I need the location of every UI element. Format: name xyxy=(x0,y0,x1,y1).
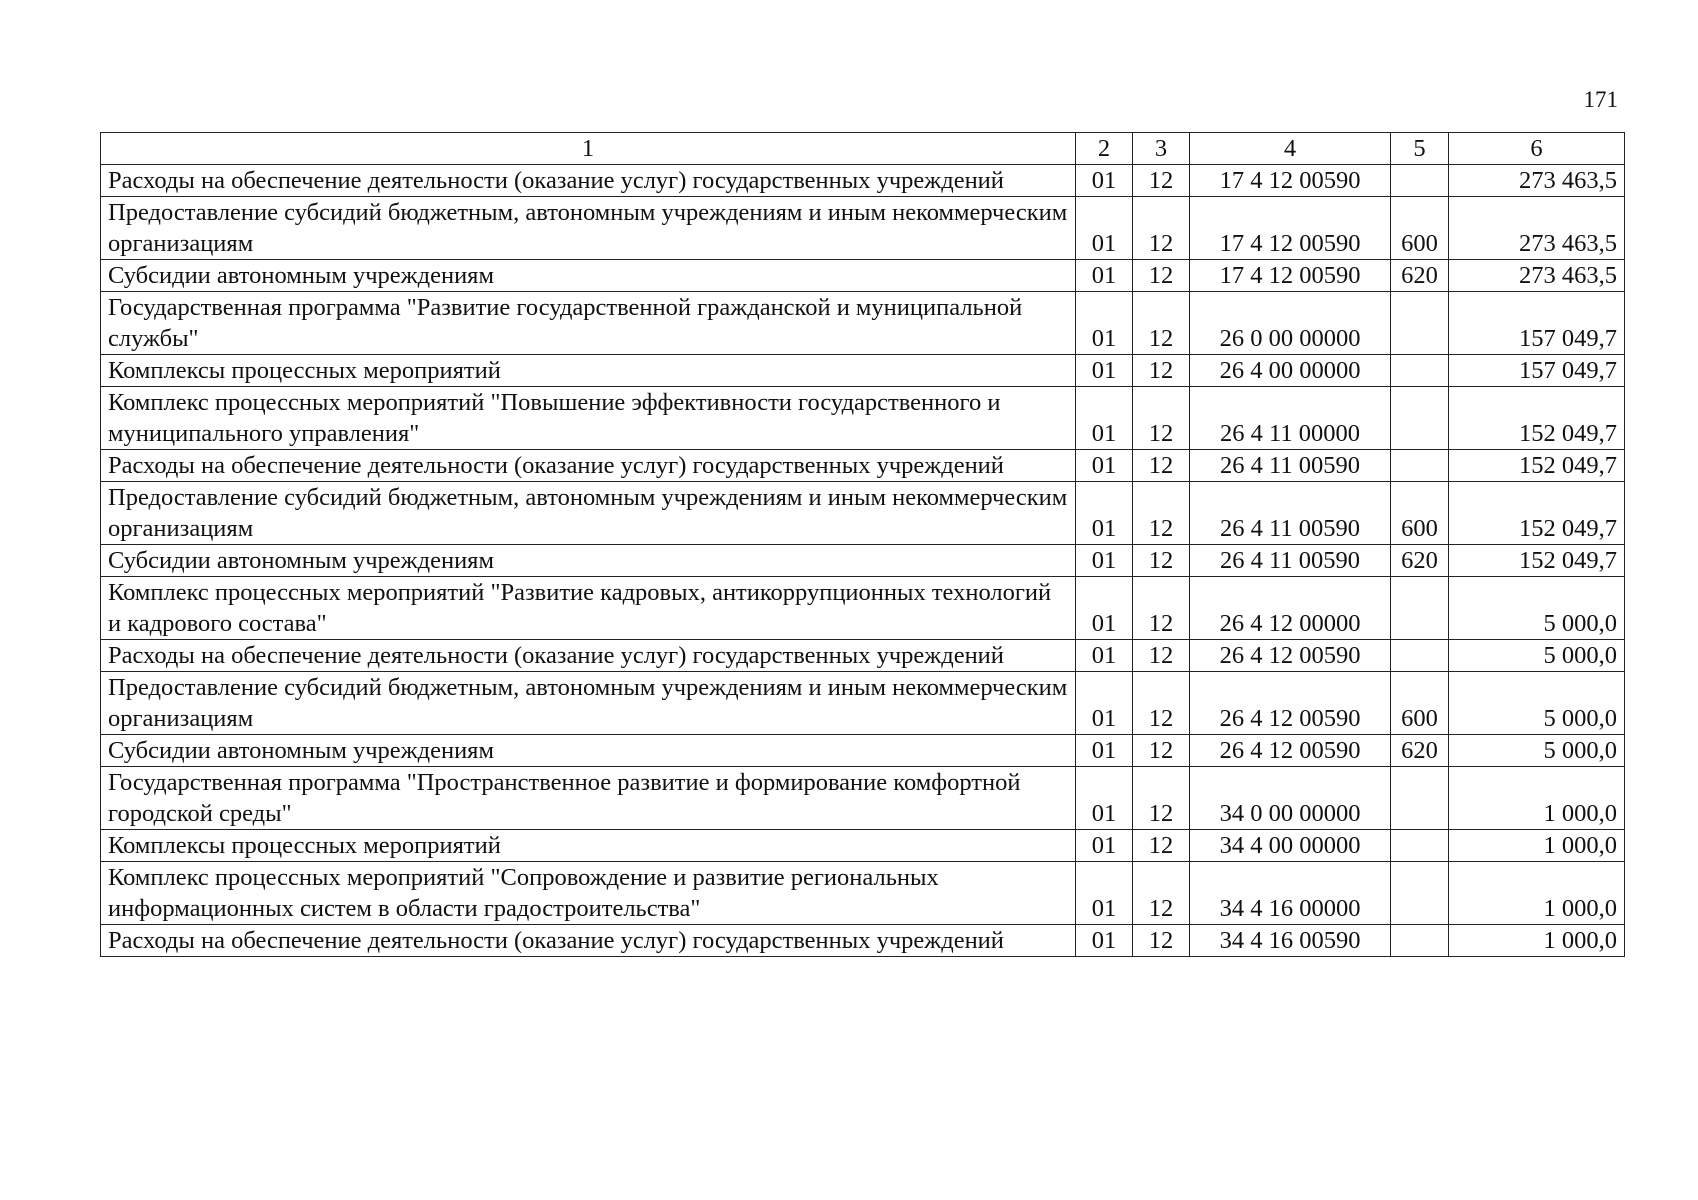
row-section-cell: 01 xyxy=(1076,925,1133,957)
row-section-cell: 01 xyxy=(1076,577,1133,640)
row-subsection-cell: 12 xyxy=(1133,767,1190,830)
row-section-cell: 01 xyxy=(1076,672,1133,735)
row-subsection-cell: 12 xyxy=(1133,735,1190,767)
row-name-cell: Субсидии автономным учреждениям xyxy=(101,545,1076,577)
row-expense-type-cell xyxy=(1391,925,1449,957)
header-cell-4: 4 xyxy=(1190,133,1391,165)
row-expense-type-cell xyxy=(1391,165,1449,197)
table-row xyxy=(101,355,1625,387)
row-amount-cell: 273 463,5 xyxy=(1449,197,1625,260)
header-row xyxy=(101,133,1625,165)
row-section-cell: 01 xyxy=(1076,292,1133,355)
table-row xyxy=(101,545,1625,577)
table-body xyxy=(101,165,1625,957)
row-target-code-cell: 34 4 00 00000 xyxy=(1190,830,1391,862)
row-amount-cell: 1 000,0 xyxy=(1449,767,1625,830)
row-section-cell: 01 xyxy=(1076,640,1133,672)
row-target-code-cell: 34 4 16 00000 xyxy=(1190,862,1391,925)
row-subsection-cell: 12 xyxy=(1133,260,1190,292)
row-target-code-cell: 26 4 12 00590 xyxy=(1190,735,1391,767)
row-target-code-cell: 26 4 11 00590 xyxy=(1190,545,1391,577)
row-expense-type-cell: 600 xyxy=(1391,482,1449,545)
row-expense-type-cell xyxy=(1391,767,1449,830)
row-target-code-cell: 17 4 12 00590 xyxy=(1190,197,1391,260)
table-row xyxy=(101,292,1625,355)
header-cell-1: 1 xyxy=(101,133,1076,165)
row-section-cell: 01 xyxy=(1076,862,1133,925)
row-subsection-cell: 12 xyxy=(1133,387,1190,450)
row-target-code-cell: 17 4 12 00590 xyxy=(1190,260,1391,292)
row-expense-type-cell xyxy=(1391,355,1449,387)
row-target-code-cell: 26 4 12 00000 xyxy=(1190,577,1391,640)
table-row xyxy=(101,830,1625,862)
row-amount-cell: 5 000,0 xyxy=(1449,672,1625,735)
row-name-cell: Предоставление субсидий бюджетным, автономным учреждениям и иным некоммерческим организациям xyxy=(101,672,1076,735)
row-subsection-cell: 12 xyxy=(1133,925,1190,957)
row-subsection-cell: 12 xyxy=(1133,482,1190,545)
row-section-cell: 01 xyxy=(1076,450,1133,482)
row-section-cell: 01 xyxy=(1076,387,1133,450)
row-amount-cell: 273 463,5 xyxy=(1449,260,1625,292)
row-name-cell: Расходы на обеспечение деятельности (оказание услуг) государственных учреждений xyxy=(101,640,1076,672)
row-amount-cell: 157 049,7 xyxy=(1449,292,1625,355)
row-subsection-cell: 12 xyxy=(1133,640,1190,672)
row-subsection-cell: 12 xyxy=(1133,830,1190,862)
row-amount-cell: 5 000,0 xyxy=(1449,735,1625,767)
row-subsection-cell: 12 xyxy=(1133,450,1190,482)
row-section-cell: 01 xyxy=(1076,260,1133,292)
table-row xyxy=(101,482,1625,545)
row-amount-cell: 152 049,7 xyxy=(1449,545,1625,577)
table-row xyxy=(101,767,1625,830)
row-amount-cell: 1 000,0 xyxy=(1449,925,1625,957)
row-target-code-cell: 26 4 11 00590 xyxy=(1190,450,1391,482)
row-section-cell: 01 xyxy=(1076,735,1133,767)
table-row xyxy=(101,197,1625,260)
row-subsection-cell: 12 xyxy=(1133,355,1190,387)
row-section-cell: 01 xyxy=(1076,767,1133,830)
budget-table xyxy=(100,132,1625,957)
row-target-code-cell: 34 0 00 00000 xyxy=(1190,767,1391,830)
row-expense-type-cell xyxy=(1391,830,1449,862)
row-name-cell: Комплекс процессных мероприятий "Повышение эффективности государственного и муниципального управления" xyxy=(101,387,1076,450)
row-subsection-cell: 12 xyxy=(1133,862,1190,925)
row-expense-type-cell: 620 xyxy=(1391,735,1449,767)
row-name-cell: Государственная программа "Пространственное развитие и формирование комфортной городской среды" xyxy=(101,767,1076,830)
row-expense-type-cell: 620 xyxy=(1391,545,1449,577)
row-name-cell: Расходы на обеспечение деятельности (оказание услуг) государственных учреждений xyxy=(101,450,1076,482)
table-row xyxy=(101,260,1625,292)
header-cell-2: 2 xyxy=(1076,133,1133,165)
row-amount-cell: 5 000,0 xyxy=(1449,577,1625,640)
row-expense-type-cell: 620 xyxy=(1391,260,1449,292)
row-amount-cell: 157 049,7 xyxy=(1449,355,1625,387)
row-name-cell: Предоставление субсидий бюджетным, автономным учреждениям и иным некоммерческим организациям xyxy=(101,197,1076,260)
row-target-code-cell: 26 4 11 00590 xyxy=(1190,482,1391,545)
table-row xyxy=(101,387,1625,450)
row-amount-cell: 5 000,0 xyxy=(1449,640,1625,672)
row-amount-cell: 152 049,7 xyxy=(1449,482,1625,545)
table-row xyxy=(101,577,1625,640)
row-target-code-cell: 26 4 11 00000 xyxy=(1190,387,1391,450)
row-name-cell: Комплекс процессных мероприятий "Сопровождение и развитие региональных информационных систем в области градостроительства" xyxy=(101,862,1076,925)
table-row xyxy=(101,735,1625,767)
table-row xyxy=(101,925,1625,957)
page-number: 171 xyxy=(1583,87,1618,112)
row-name-cell: Комплекс процессных мероприятий "Развитие кадровых, антикоррупционных технологий и кадрового состава" xyxy=(101,577,1076,640)
row-subsection-cell: 12 xyxy=(1133,292,1190,355)
row-expense-type-cell: 600 xyxy=(1391,672,1449,735)
row-name-cell: Предоставление субсидий бюджетным, автономным учреждениям и иным некоммерческим организациям xyxy=(101,482,1076,545)
table-row xyxy=(101,672,1625,735)
row-section-cell: 01 xyxy=(1076,482,1133,545)
row-subsection-cell: 12 xyxy=(1133,197,1190,260)
row-section-cell: 01 xyxy=(1076,830,1133,862)
row-expense-type-cell xyxy=(1391,640,1449,672)
header-cell-3: 3 xyxy=(1133,133,1190,165)
row-name-cell: Государственная программа "Развитие государственной гражданской и муниципальной службы" xyxy=(101,292,1076,355)
row-name-cell: Расходы на обеспечение деятельности (оказание услуг) государственных учреждений xyxy=(101,925,1076,957)
table-row xyxy=(101,862,1625,925)
table-row xyxy=(101,450,1625,482)
table-header xyxy=(101,133,1625,165)
row-subsection-cell: 12 xyxy=(1133,545,1190,577)
table-row xyxy=(101,640,1625,672)
row-section-cell: 01 xyxy=(1076,545,1133,577)
row-section-cell: 01 xyxy=(1076,197,1133,260)
row-name-cell: Комплексы процессных мероприятий xyxy=(101,830,1076,862)
row-amount-cell: 273 463,5 xyxy=(1449,165,1625,197)
row-name-cell: Комплексы процессных мероприятий xyxy=(101,355,1076,387)
row-target-code-cell: 17 4 12 00590 xyxy=(1190,165,1391,197)
row-expense-type-cell xyxy=(1391,862,1449,925)
row-amount-cell: 152 049,7 xyxy=(1449,450,1625,482)
row-name-cell: Расходы на обеспечение деятельности (оказание услуг) государственных учреждений xyxy=(101,165,1076,197)
table-row xyxy=(101,165,1625,197)
row-amount-cell: 1 000,0 xyxy=(1449,862,1625,925)
row-subsection-cell: 12 xyxy=(1133,165,1190,197)
row-target-code-cell: 26 4 12 00590 xyxy=(1190,640,1391,672)
row-expense-type-cell xyxy=(1391,387,1449,450)
row-subsection-cell: 12 xyxy=(1133,672,1190,735)
row-expense-type-cell xyxy=(1391,292,1449,355)
row-expense-type-cell xyxy=(1391,577,1449,640)
row-name-cell: Субсидии автономным учреждениям xyxy=(101,735,1076,767)
row-amount-cell: 152 049,7 xyxy=(1449,387,1625,450)
header-cell-5: 5 xyxy=(1391,133,1449,165)
row-target-code-cell: 26 0 00 00000 xyxy=(1190,292,1391,355)
row-expense-type-cell: 600 xyxy=(1391,197,1449,260)
header-cell-6: 6 xyxy=(1449,133,1625,165)
row-target-code-cell: 34 4 16 00590 xyxy=(1190,925,1391,957)
row-section-cell: 01 xyxy=(1076,165,1133,197)
row-amount-cell: 1 000,0 xyxy=(1449,830,1625,862)
row-section-cell: 01 xyxy=(1076,355,1133,387)
row-target-code-cell: 26 4 12 00590 xyxy=(1190,672,1391,735)
row-subsection-cell: 12 xyxy=(1133,577,1190,640)
row-name-cell: Субсидии автономным учреждениям xyxy=(101,260,1076,292)
row-expense-type-cell xyxy=(1391,450,1449,482)
row-target-code-cell: 26 4 00 00000 xyxy=(1190,355,1391,387)
